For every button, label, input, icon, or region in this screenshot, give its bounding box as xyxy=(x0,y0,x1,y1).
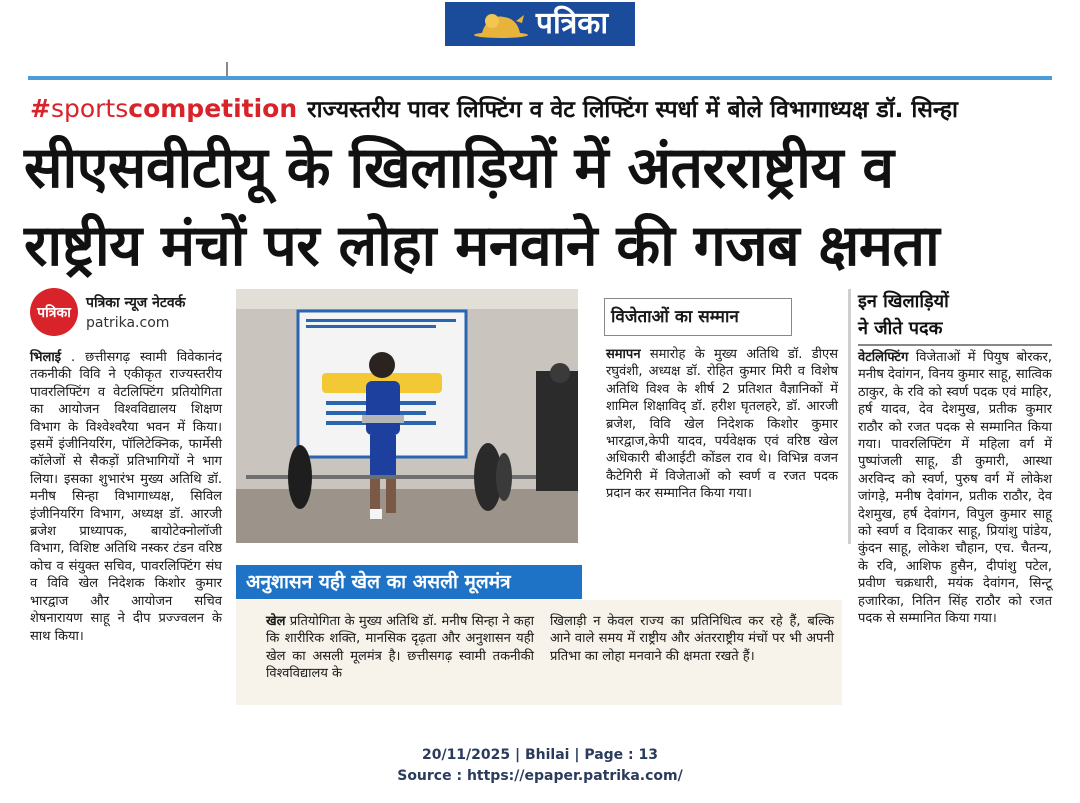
medal-body: विजेताओं में पियुष बोरकर, मनीष देवांगन, विनय कुमार साहू, सात्विक ठाकुर, के रवि को स्वर्ण पदक एवं माहिर, हर्ष यादव, देव देशमुख, प्रतीक कुमार राठौर को रजत पदक से सम्मानित किया गया। पावरलिफ्टिंग में महिला वर्ग में पुष्पांजली साहू, डी कुमारी, आस्था अरविन्द को स्वर्ण, पुरुष वर्ग में लोकेश जांगड़े, मनीष देवांगन, प्रतीक राठौर, देव देशमुख, हर्ष देवांगन, विपुल कुमार साहू को स्वर्ण व दिवाकर साहू, प्रियांशु पांडेय, कुंदन साहू, लोकेश चौहान, एच. चैतन्य, के रवि, आशिफ हुसैन, दीपांशु पटेल, प्रवीण चक्रधारी, मयंक देवांगन, सिन्टू हजारिका, नितिन सिंह राठौर को रजत पदक से सम्मानित किया गया। xyxy=(858,350,1052,627)
winners-body: समारोह के मुख्य अतिथि डॉ. डीएस रघुवंशी, अध्यक्ष डॉ. रोहित कुमार मिरी व विशेष अतिथि विश्व के शीर्ष 2 प्रतिशत वैज्ञानिकों में शामिल शिक्षाविद् डॉ. हरीश घृतलहरे, डॉ. आरजी ब्रजेश, विवि खेल निदेशक किशोर कुमार भारद्वाज,केपी यादव, पर्यवेक्षक एवं वरिष्ठ खेल अधिकारी बीआईटी कोंडल राव थे। विभिन्न वजन कैटेगिरी में विजेताओं को स्वर्ण व रजत पदक प्रदान कर सम्मानित किया गया। xyxy=(606,347,839,502)
photo-illustration xyxy=(236,289,578,543)
kicker-line xyxy=(30,92,1060,128)
patrika-logo: पत्रिका xyxy=(30,288,78,336)
right-divider xyxy=(858,344,1052,346)
footer-source: Source : https://epaper.patrika.com/ xyxy=(397,768,683,784)
weightlifting-photo xyxy=(236,289,578,543)
masthead-title: पत्रिका xyxy=(535,6,609,41)
medal-winners-heading xyxy=(858,288,949,342)
kicker-text: राज्यस्तरीय पावर लिफ्टिंग व वेट लिफ्टिंग स्पर्धा में बोले विभागाध्यक्ष डॉ. सिन्हा xyxy=(307,97,958,123)
kicker-sports: sports xyxy=(50,94,129,123)
kicker-hash: # xyxy=(30,94,51,123)
winners-box-text xyxy=(606,346,838,503)
discipline-col-1-text: प्रतियोगिता के मुख्य अतिथि डॉ. मनीष सिन्हा ने कहा कि शारीरिक शक्ति, मानसिक दृढ़ता और अनुशासन यही खेल का असली मूलमंत्र है। छत्तीसगढ़ स्वामी तकनीकी विश्वविद्यालय के xyxy=(266,614,534,682)
discipline-lead: खेल xyxy=(266,614,286,629)
byline-agency: पत्रिका न्यूज नेटवर्क xyxy=(86,295,186,311)
winners-lead: समापन xyxy=(606,347,641,362)
lion-emblem-icon xyxy=(472,9,530,39)
left-column-text: . छत्तीसगढ़ स्वामी विवेकानंद तकनीकी विवि ने एकीकृत राज्यस्तरीय पावरलिफ्टिंग व वेटलिफ्टिंग प्रतियोगिता का आयोजन विश्वविद्यालय शिक्षण विभाग के विश्वेश्वरैया भवन में किया। इसमें इंजीनियरिंग, पॉलिटेक्निक, फार्मेसी कॉलेजों से सैकड़ों प्रतिभागियों ने भाग लिया। इसका शुभारंभ मुख्य अतिथि डॉ. मनीष सिन्हा विभागाध्यक्ष, सिविल इंजीनियरिंग विभाग, अध्यक्ष डॉ. आरजी ब्रजेश प्राध्यापक, बायोटेक्नोलॉजी विभाग, विशिष्ट अतिथि नस्कर टंडन वरिष्ठ कोच व संयुक्त सचिव, पावरलिफ्टिंग संघ व विवि खेल निदेशक किशोर कुमार भारद्वाज और आयोजन सचिव शेषनारायण साहू ने दीप प्रज्ज्वलन के साथ किया। xyxy=(30,350,222,644)
headline-line-1: सीएसवीटीयू के खिलाड़ियों में अंतरराष्ट्रीय व xyxy=(24,135,894,201)
top-rule xyxy=(28,76,1052,80)
medal-lead: वेटलिफ्टिंग xyxy=(858,350,909,365)
discipline-col-2: खिलाड़ी न केवल राज्य का प्रतिनिधित्व कर रहे हैं, बल्कि आने वाले समय में राष्ट्रीय और अंतरराष्ट्रीय मंचों पर भी अपनी प्रतिभा का लोहा मनवाने की क्षमता रखते हैं। xyxy=(550,614,834,664)
kicker-competition: competition xyxy=(128,94,298,123)
article-left-column xyxy=(30,349,222,645)
dateline: भिलाई xyxy=(30,350,62,365)
medal-winners-text xyxy=(858,349,1052,628)
winners-box-heading: विजेताओं का सम्मान xyxy=(604,298,792,336)
headline-line-2: राष्ट्रीय मंचों पर लोहा मनवाने की गजब क्षमता xyxy=(24,213,940,279)
footer-date-page: 20/11/2025 | Bhilai | Page : 13 xyxy=(421,747,659,763)
medal-heading-line-2: ने जीते पदक xyxy=(858,318,943,339)
divider xyxy=(226,62,228,76)
discipline-banner: अनुशासन यही खेल का असली मूलमंत्र xyxy=(236,565,582,599)
masthead-logo xyxy=(445,2,635,46)
byline-website: patrika.com xyxy=(86,315,170,331)
discipline-col-1 xyxy=(266,613,534,683)
medal-heading-line-1: इन खिलाड़ियों xyxy=(858,291,949,312)
